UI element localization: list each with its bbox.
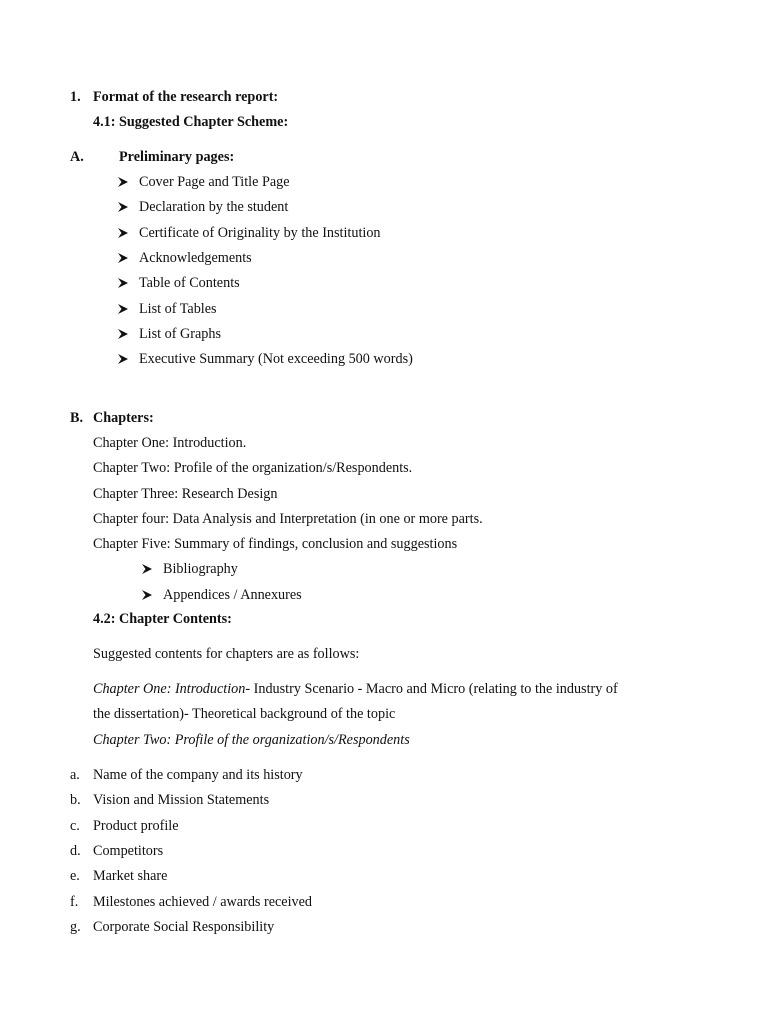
list-item: Name of the company and its history [93, 767, 303, 783]
chapter-one-text: - Industry Scenario - Macro and Micro (relating to the industry of [245, 681, 618, 697]
preliminary-page-item: Cover Page and Title Page [139, 174, 290, 190]
section-b-letter: B. [70, 410, 84, 426]
chapter-item: Chapter four: Data Analysis and Interpretation (in one or more parts. [93, 511, 483, 527]
list-item: Vision and Mission Statements [93, 792, 270, 808]
arrowhead-bullet-icon [117, 353, 129, 365]
preliminary-page-item: Acknowledgements [139, 250, 252, 266]
section-title: Format of the research report: [93, 89, 279, 105]
section-b-title: Chapters: [93, 410, 154, 426]
arrowhead-bullet-icon [117, 303, 129, 315]
list-marker: b. [70, 792, 81, 808]
preliminary-page-item: Table of Contents [139, 275, 240, 291]
preliminary-page-item: List of Tables [139, 301, 217, 317]
arrowhead-bullet-icon [117, 252, 129, 264]
arrowhead-bullet-icon [117, 176, 129, 188]
section-a-title: Preliminary pages: [119, 149, 235, 165]
chapter-item: Chapter Three: Research Design [93, 486, 278, 502]
list-marker: c. [70, 818, 80, 834]
arrowhead-bullet-icon [117, 328, 129, 340]
preliminary-page-item: Declaration by the student [139, 199, 289, 215]
list-marker: a. [70, 767, 80, 783]
arrowhead-bullet-icon [117, 227, 129, 239]
end-matter-item: Bibliography [163, 561, 238, 577]
list-item: Milestones achieved / awards received [93, 894, 313, 910]
list-marker: f. [70, 894, 79, 910]
section-a-letter: A. [70, 149, 84, 165]
list-marker: g. [70, 919, 81, 935]
list-marker: e. [70, 868, 80, 884]
chapter-item: Chapter Five: Summary of findings, conclusion and suggestions [93, 536, 458, 552]
list-item: Product profile [93, 818, 179, 834]
section-number: 1. [70, 89, 81, 105]
subheading-chapter-scheme: 4.1: Suggested Chapter Scheme: [93, 114, 289, 130]
chapter-one-label: Chapter One: Introduction [93, 681, 246, 697]
arrowhead-bullet-icon [141, 563, 153, 575]
chapter-item: Chapter Two: Profile of the organization/s/Respondents. [93, 460, 413, 476]
chapter-two-label: Chapter Two: Profile of the organization/s/Respondents [93, 732, 410, 748]
chapter-item: Chapter One: Introduction. [93, 435, 247, 451]
subheading-chapter-contents: 4.2: Chapter Contents: [93, 611, 232, 627]
list-marker: d. [70, 843, 81, 859]
chapter-one-description-continued: the dissertation)- Theoretical background of the topic [93, 706, 396, 722]
list-item: Corporate Social Responsibility [93, 919, 275, 935]
preliminary-page-item: Executive Summary (Not exceeding 500 words) [139, 351, 413, 367]
chapter-one-description [93, 680, 618, 698]
end-matter-item: Appendices / Annexures [163, 587, 302, 603]
arrowhead-bullet-icon [117, 277, 129, 289]
list-item: Market share [93, 868, 168, 884]
chapter-contents-intro: Suggested contents for chapters are as follows: [93, 646, 360, 662]
list-item: Competitors [93, 843, 164, 859]
arrowhead-bullet-icon [141, 589, 153, 601]
arrowhead-bullet-icon [117, 201, 129, 213]
preliminary-page-item: List of Graphs [139, 326, 221, 342]
preliminary-page-item: Certificate of Originality by the Institution [139, 225, 381, 241]
